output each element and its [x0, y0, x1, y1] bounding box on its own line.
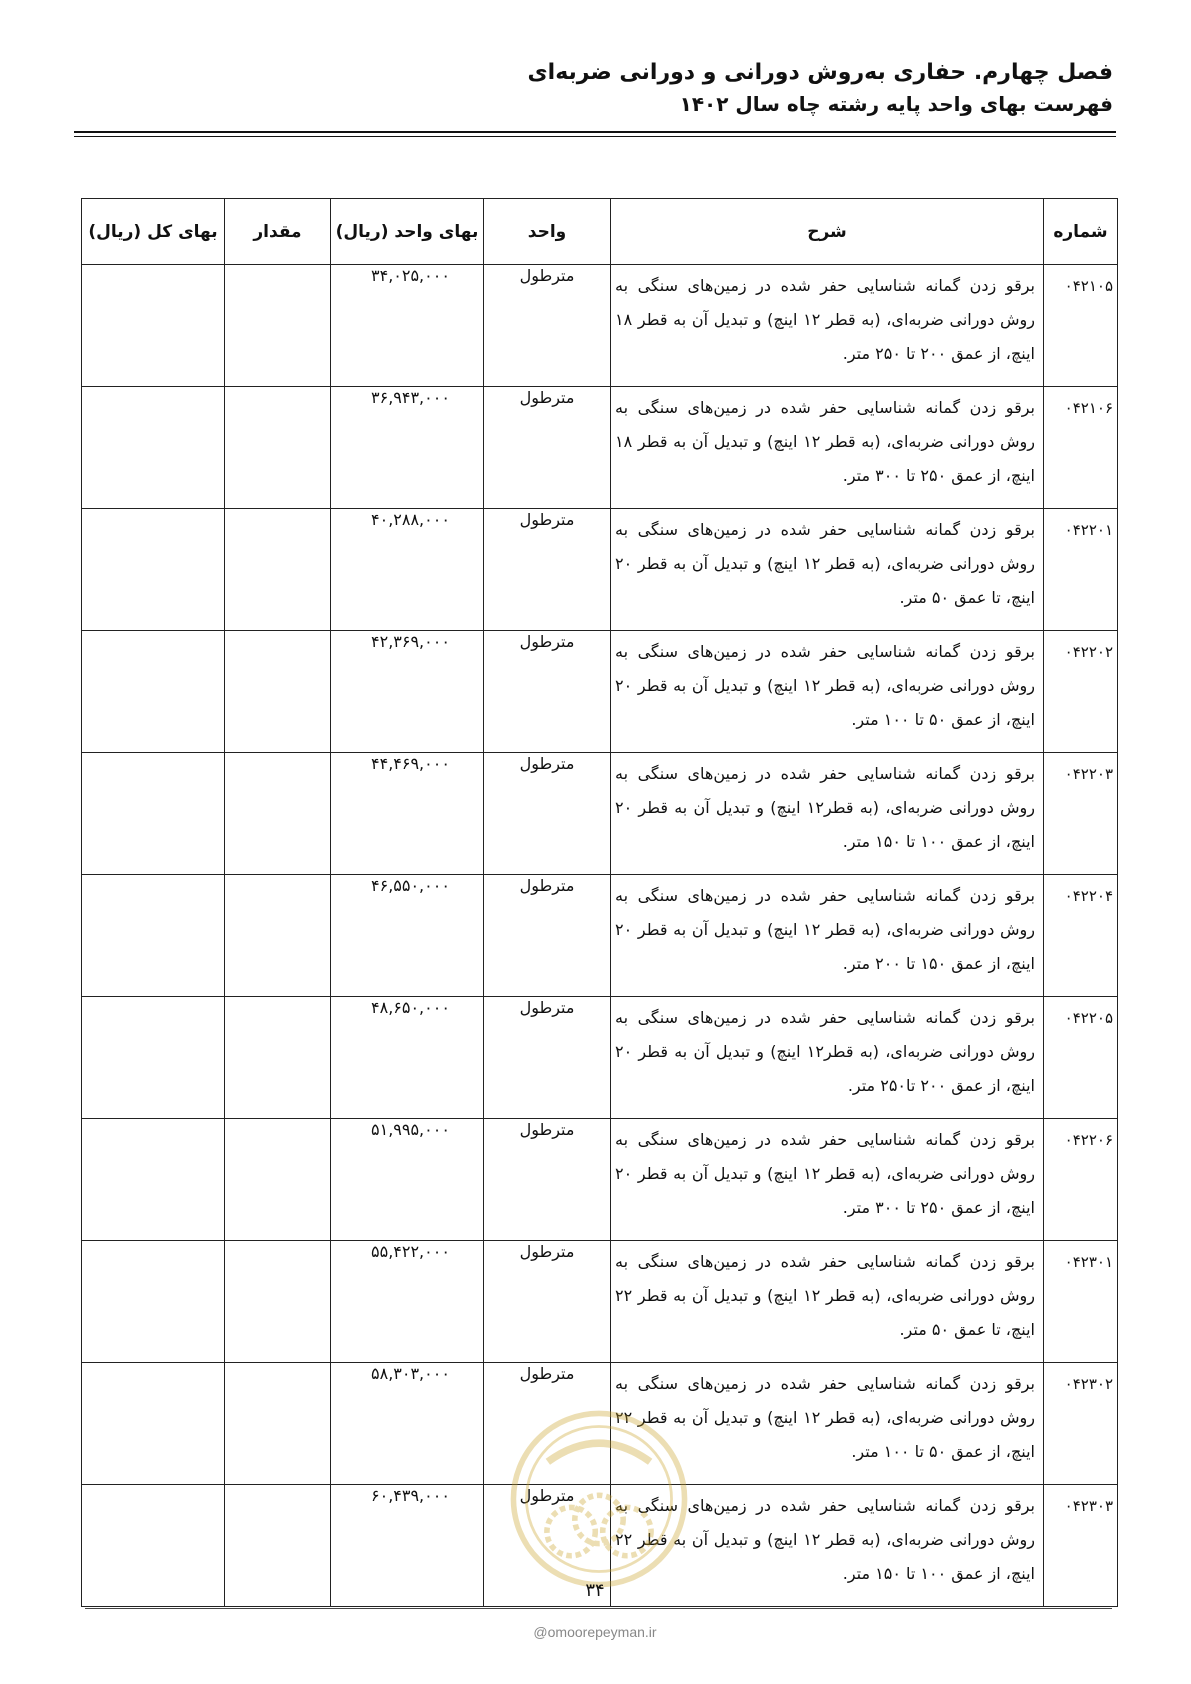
item-description: برقو زدن گمانه شناسایی حفر شده در زمین‌های سنگی به روش دورانی ضربه‌ای، (به قطر ۱۲ اینچ) و تبدیل آن به قطر ۱۸ اینچ، از عمق ۲۰۰ تا ۲۵۰ متر.: [611, 265, 1044, 387]
item-unit: مترطول: [484, 753, 611, 875]
item-description: برقو زدن گمانه شناسایی حفر شده در زمین‌های سنگی به روش دورانی ضربه‌ای، (به قطر۱۲ اینچ) و تبدیل آن به قطر ۲۰ اینچ، از عمق ۱۰۰ تا ۱۵۰ متر.: [611, 753, 1044, 875]
item-total-price: [82, 509, 225, 631]
item-unit: مترطول: [484, 1485, 611, 1607]
item-description: برقو زدن گمانه شناسایی حفر شده در زمین‌های سنگی به روش دورانی ضربه‌ای، (به قطر۱۲ اینچ) و تبدیل آن به قطر ۲۰ اینچ، از عمق ۲۰۰ تا۲۵۰ متر.: [611, 997, 1044, 1119]
item-quantity: [225, 753, 331, 875]
item-description: برقو زدن گمانه شناسایی حفر شده در زمین‌های سنگی به روش دورانی ضربه‌ای، (به قطر ۱۲ اینچ) و تبدیل آن به قطر ۲۲ اینچ، از عمق ۵۰ تا ۱۰۰ متر.: [611, 1363, 1044, 1485]
website-watermark: @omoorepeyman.ir: [533, 1624, 657, 1640]
header-unit: واحد: [484, 199, 611, 265]
document-title: فهرست بهای واحد پایه رشته چاه سال ۱۴۰۲: [679, 92, 1113, 116]
item-number: ۰۴۲۳۰۲: [1044, 1363, 1118, 1485]
item-number: ۰۴۲۲۰۴: [1044, 875, 1118, 997]
header-description: شرح: [611, 199, 1044, 265]
item-quantity: [225, 1485, 331, 1607]
item-description: برقو زدن گمانه شناسایی حفر شده در زمین‌های سنگی به روش دورانی ضربه‌ای، (به قطر ۱۲ اینچ) و تبدیل آن به قطر ۲۰ اینچ، از عمق ۲۵۰ تا ۳۰۰ متر.: [611, 1119, 1044, 1241]
header-rule-thin: [74, 136, 1116, 137]
table-row: [82, 1119, 1118, 1241]
header-total-price: بهای کل (ریال): [82, 199, 225, 265]
item-unit-price: ۳۶,۹۴۳,۰۰۰: [331, 387, 484, 509]
item-unit-price: ۶۰,۴۳۹,۰۰۰: [331, 1485, 484, 1607]
page-number: ۳۴: [585, 1580, 605, 1601]
item-unit: مترطول: [484, 1241, 611, 1363]
item-quantity: [225, 509, 331, 631]
price-table: [81, 198, 1118, 1607]
item-description: برقو زدن گمانه شناسایی حفر شده در زمین‌های سنگی به روش دورانی ضربه‌ای، (به قطر ۱۲ اینچ) و تبدیل آن به قطر ۲۰ اینچ، از عمق ۵۰ تا ۱۰۰ متر.: [611, 631, 1044, 753]
item-quantity: [225, 875, 331, 997]
chapter-title: فصل چهارم. حفاری به‌روش دورانی و دورانی ضربه‌ای: [527, 60, 1113, 85]
item-quantity: [225, 1119, 331, 1241]
item-description: برقو زدن گمانه شناسایی حفر شده در زمین‌های سنگی به روش دورانی ضربه‌ای، (به قطر ۱۲ اینچ) و تبدیل آن به قطر ۲۰ اینچ، تا عمق ۵۰ متر.: [611, 509, 1044, 631]
table-row: [82, 509, 1118, 631]
item-number: ۰۴۲۲۰۶: [1044, 1119, 1118, 1241]
item-number: ۰۴۲۲۰۱: [1044, 509, 1118, 631]
item-unit-price: ۴۸,۶۵۰,۰۰۰: [331, 997, 484, 1119]
footer-rule: [85, 1608, 1112, 1609]
item-total-price: [82, 387, 225, 509]
item-unit-price: ۵۵,۴۲۲,۰۰۰: [331, 1241, 484, 1363]
seal-logo-icon: [506, 1406, 692, 1592]
item-total-price: [82, 265, 225, 387]
header-unit-price: بهای واحد (ریال): [331, 199, 484, 265]
table-row: [82, 875, 1118, 997]
item-unit-price: ۴۶,۵۵۰,۰۰۰: [331, 875, 484, 997]
item-unit: مترطول: [484, 509, 611, 631]
item-unit-price: ۴۲,۳۶۹,۰۰۰: [331, 631, 484, 753]
table-row: [82, 387, 1118, 509]
item-number: ۰۴۲۳۰۳: [1044, 1485, 1118, 1607]
item-unit-price: ۴۰,۲۸۸,۰۰۰: [331, 509, 484, 631]
item-unit: مترطول: [484, 997, 611, 1119]
item-unit-price: ۳۴,۰۲۵,۰۰۰: [331, 265, 484, 387]
item-quantity: [225, 631, 331, 753]
table-row: [82, 997, 1118, 1119]
item-description: برقو زدن گمانه شناسایی حفر شده در زمین‌های سنگی به روش دورانی ضربه‌ای، (به قطر ۱۲ اینچ) و تبدیل آن به قطر ۱۸ اینچ، از عمق ۲۵۰ تا ۳۰۰ متر.: [611, 387, 1044, 509]
item-unit: مترطول: [484, 875, 611, 997]
item-quantity: [225, 265, 331, 387]
header-rule-thick: [74, 131, 1116, 133]
item-total-price: [82, 997, 225, 1119]
item-quantity: [225, 997, 331, 1119]
item-total-price: [82, 1119, 225, 1241]
item-description: برقو زدن گمانه شناسایی حفر شده در زمین‌های سنگی به روش دورانی ضربه‌ای، (به قطر ۱۲ اینچ) و تبدیل آن به قطر ۲۲ اینچ، تا عمق ۵۰ متر.: [611, 1241, 1044, 1363]
item-number: ۰۴۲۱۰۵: [1044, 265, 1118, 387]
item-unit: مترطول: [484, 631, 611, 753]
item-number: ۰۴۲۳۰۱: [1044, 1241, 1118, 1363]
header-quantity: مقدار: [225, 199, 331, 265]
item-total-price: [82, 631, 225, 753]
item-unit: مترطول: [484, 265, 611, 387]
item-unit: مترطول: [484, 1363, 611, 1485]
table-row: [82, 1241, 1118, 1363]
item-unit: مترطول: [484, 387, 611, 509]
item-total-price: [82, 753, 225, 875]
item-quantity: [225, 1363, 331, 1485]
item-quantity: [225, 1241, 331, 1363]
table-row: [82, 631, 1118, 753]
item-total-price: [82, 1363, 225, 1485]
item-number: ۰۴۲۲۰۵: [1044, 997, 1118, 1119]
item-total-price: [82, 875, 225, 997]
item-description: برقو زدن گمانه شناسایی حفر شده در زمین‌های سنگی به روش دورانی ضربه‌ای، (به قطر ۱۲ اینچ) و تبدیل آن به قطر ۲۰ اینچ، از عمق ۱۵۰ تا ۲۰۰ متر.: [611, 875, 1044, 997]
item-description: برقو زدن گمانه شناسایی حفر شده در زمین‌های سنگی به روش دورانی ضربه‌ای، (به قطر ۱۲ اینچ) و تبدیل آن به قطر ۲۲ اینچ، از عمق ۱۰۰ تا ۱۵۰ متر.: [611, 1485, 1044, 1607]
table-header-row: [82, 199, 1118, 265]
header-number: شماره: [1044, 199, 1118, 265]
item-number: ۰۴۲۲۰۲: [1044, 631, 1118, 753]
item-quantity: [225, 387, 331, 509]
item-total-price: [82, 1485, 225, 1607]
item-number: ۰۴۲۱۰۶: [1044, 387, 1118, 509]
table-row: [82, 265, 1118, 387]
item-unit-price: ۴۴,۴۶۹,۰۰۰: [331, 753, 484, 875]
item-number: ۰۴۲۲۰۳: [1044, 753, 1118, 875]
item-unit: مترطول: [484, 1119, 611, 1241]
page-header: [73, 58, 1113, 120]
item-unit-price: ۵۸,۳۰۳,۰۰۰: [331, 1363, 484, 1485]
item-total-price: [82, 1241, 225, 1363]
item-unit-price: ۵۱,۹۹۵,۰۰۰: [331, 1119, 484, 1241]
table-row: [82, 753, 1118, 875]
